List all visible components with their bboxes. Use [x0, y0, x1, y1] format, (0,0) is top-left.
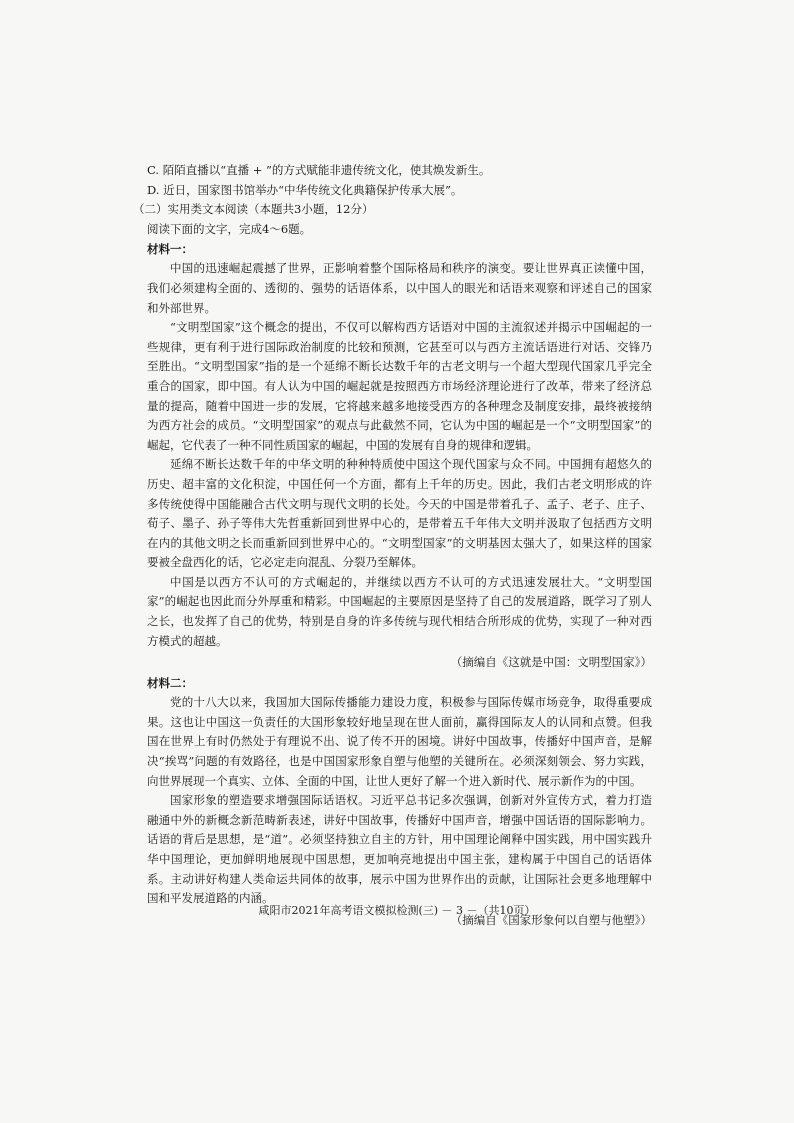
- page-footer: 咸阳市2021年高考语文模拟检测(三) － 3 －（共10页）: [258, 904, 536, 917]
- option-c: C. 陌陌直播以“直播 + ”的方式赋能非遗传统文化，使其焕发新生。: [147, 163, 491, 177]
- material-2-label: 材料二：: [147, 676, 193, 691]
- material-1-paragraph: 中国的迅速崛起震撼了世界，正影响着整个国际格局和秩序的演变。要让世界真正读懂中国，我们必须建构全面的、透彻的、强势的话语体系，以中国人的眼光和话语来观察和评述自己的国家和外部世界。: [147, 261, 652, 315]
- material-2-source: （摘编自《国家形象何以自塑与他塑》）: [450, 912, 652, 927]
- section-title: （二）实用类文本阅读（本题共3小题，12分）: [133, 202, 374, 217]
- section-instruction: 阅读下面的文字，完成4～6题。: [147, 221, 312, 236]
- material-2-paragraph: 党的十八大以来，我国加大国际传播能力建设力度，积极参与国际传媒市场竞争，取得重要成果。这也让中国这一负责任的大国形象较好地呈现在世人面前，赢得国际友人的认同和点赞。但我国在世界上有时仍然处于有理说不出、说了传不开的困境。讲好中国故事，传播好中国声音，是解决“挨骂”问题的有效路径，也是中国国家形象自塑与他塑的关键所在。必须深刻领会、努力实践，向世界展现一个真实、立体、全面的中国，让世人更好了解一个进入新时代、展示新作为的中国。: [147, 695, 652, 788]
- material-1-label: 材料一：: [147, 242, 193, 257]
- page-content: [133, 161, 652, 931]
- material-1-paragraph: 中国是以西方不认可的方式崛起的，并继续以西方不认可的方式迅速发展壮大。“文明型国家”的崛起也因此而分外厚重和精彩。中国崛起的主要原因是坚持了自己的发展道路，既学习了别人之长，也发挥了自己的优势，特别是自身的许多传统与现代相结合所形成的优势，实现了一种对西方模式的超越。: [147, 574, 652, 648]
- material-2: [147, 673, 652, 931]
- option-d: D. 近日，国家图书馆举办“中华传统文化典籍保护传承大展”。: [147, 182, 463, 197]
- material-1-paragraph: “文明型国家”这个概念的提出，不仅可以解构西方话语对中国的主流叙述并揭示中国崛起的一些规律，更有利于进行国际政治制度的比较和预测，它甚至可以与西方主流话语进行对话、交锋乃至胜出。“文明型国家”指的是一个延绵不断长达数千年的古老文明与一个超大型现代国家几乎完全重合的国家，即中国。有人认为中国的崛起就是按照西方市场经济理论进行了改革，带来了经济总量的提高，随着中国进一步的发展，它将越来越多地接受西方的各种理念及制度安排，最终被接纳为西方社会的成员。“文明型国家”的观点与此截然不同，它认为中国的崛起是一个“文明型国家”的崛起，它代表了一种不同性质国家的崛起，中国的发展有自身的规律和逻辑。: [147, 320, 652, 452]
- material-1-paragraph: 延绵不断长达数千年的中华文明的种种特质使中国这个现代国家与众不同。中国拥有超悠久的历史、超丰富的文化积淀，中国任何一个方面，都有上千年的历史。因此，我们古老文明形成的许多传统使得中国能融合古代文明与现代文明的长处。今天的中国是带着孔子、孟子、老子、庄子、荀子、墨子、孙子等伟大先哲重新回到世界中心的，是带着五千年伟大文明并汲取了包括西方文明在内的其他文明之长而重新回到世界中心的。“文明型国家”的文明基因太强大了，如果这样的国家要被全盘西化的话，它必定走向混乱、分裂乃至解体。: [147, 457, 652, 570]
- material-1-source: （摘编自《这就是中国：文明型国家》）: [450, 655, 652, 670]
- material-1: [147, 239, 652, 673]
- material-2-paragraph: 国家形象的塑造要求增强国际话语权。习近平总书记多次强调，创新对外宣传方式，着力打造融通中外的新概念新范畴新表述，讲好中国故事，传播好中国声音，增强中国话语的国际影响力。话语的背后是思想，是“道”。必须坚持独立自主的方针，用中国理论阐释中国实践，用中国实践升华中国理论，更加鲜明地展现中国思想，更加响亮地提出中国主张，建构属于中国自己的话语体系。主动讲好构建人类命运共同体的故事，展示中国为世界作出的贡献，让国际社会更多地理解中国和平发展道路的内涵。: [147, 793, 652, 906]
